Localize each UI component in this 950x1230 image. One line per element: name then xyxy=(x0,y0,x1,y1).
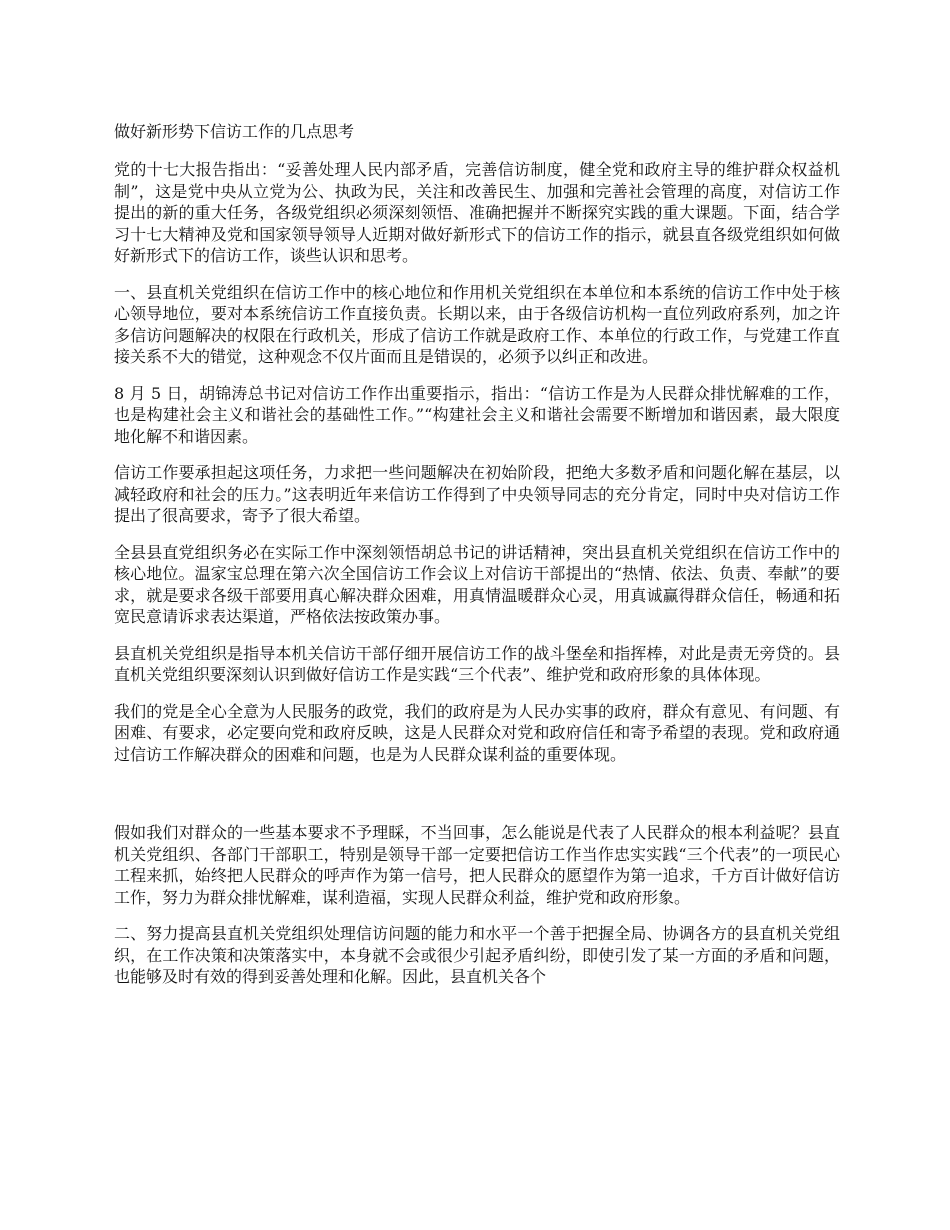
section-spacer xyxy=(114,780,840,822)
paragraph-4: 信访工作要承担起这项任务，力求把一些问题解决在初始阶段，把绝大多数矛盾和问题化解在基层，以减轻政府和社会的压力。”这表明近年来信访工作得到了中央领导同志的充分肯定，同时中央对信访工作提出了很高要求，寄予了很大希望。 xyxy=(114,463,840,525)
paragraph-1: 党的十七大报告指出：“妥善处理人民内部矛盾，完善信访制度，健全党和政府主导的维护群众权益机制”，这是党中央从立党为公、执政为民，关注和改善民生、加强和完善社会管理的高度，对信访工作提出的新的重大任务，各级党组织必须深刻领悟、准确把握并不断探究实践的重大课题。下面，结合学习十七大精神及党和国家领导领导人近期对做好新形式下的信访工作的指示，就县直各级党组织如何做好新形式下的信访工作，谈些认识和思考。 xyxy=(114,160,840,265)
paragraph-5: 全县县直党组织务必在实际工作中深刻领悟胡总书记的讲话精神，突出县直机关党组织在信访工作中的核心地位。温家宝总理在第六次全国信访工作会议上对信访干部提出的“热情、依法、负责、奉献”的要求，就是要求各级干部要用真心解决群众困难，用真情温暖群众心灵，用真诚赢得群众信任，畅通和拓宽民意请诉求表达渠道，严格依法按政策办事。 xyxy=(114,542,840,626)
paragraph-9: 二、努力提高县直机关党组织处理信访问题的能力和水平一个善于把握全局、协调各方的县直机关党组织，在工作决策和决策落实中，本身就不会或很少引起矛盾纠纷，即使引发了某一方面的矛盾和问题，也能够及时有效的得到妥善处理和化解。因此，县直机关各个 xyxy=(114,924,840,986)
paragraph-7: 我们的党是全心全意为人民服务的政党，我们的政府是为人民办实事的政府，群众有意见、有问题、有困难、有要求，必定要向党和政府反映，这是人民群众对党和政府信任和寄予希望的表现。党和政府通过信访工作解决群众的困难和问题，也是为人民群众谋利益的重要体现。 xyxy=(114,701,840,764)
document-title: 做好新形势下信访工作的几点思考 xyxy=(114,122,355,141)
paragraph-2: 一、县直机关党组织在信访工作中的核心地位和作用机关党组织在本单位和本系统的信访工作中处于核心领导地位，要对本系统信访工作直接负责。长期以来，由于各级信访机构一直位列政府系列，加之许多信访问题解决的权限在行政机关，形成了信访工作就是政府工作、本单位的行政工作，与党建工作直接关系不大的错觉，这种观念不仅片面而且是错误的，必须予以纠正和改进。 xyxy=(114,282,840,366)
paragraph-6: 县直机关党组织是指导本机关信访干部仔细开展信访工作的战斗堡垒和指挥棒，对此是责无旁贷的。县直机关党组织要深刻认识到做好信访工作是实践“三个代表”、维护党和政府形象的具体体现。 xyxy=(114,643,840,684)
paragraph-8: 假如我们对群众的一些基本要求不予理睬，不当回事，怎么能说是代表了人民群众的根本利益呢？县直机关党组织、各部门干部职工，特别是领导干部一定要把信访工作当作忠实实践“三个代表”的一项民心工程来抓，始终把人民群众的呼声作为第一信号，把人民群众的愿望作为第一追求，千方百计做好信访工作，努力为群众排忧解难，谋利造福，实现人民群众利益，维护党和政府形象。 xyxy=(114,823,840,907)
paragraph-3: 8 月 5 日，胡锦涛总书记对信访工作作出重要指示，指出：“信访工作是为人民群众排忧解难的工作，也是构建社会主义和谐社会的基础性工作。”“构建社会主义和谐社会需要不断增加和谐因素，最大限度地化解不和谐因素。 xyxy=(114,383,840,446)
document-page xyxy=(114,121,840,1003)
